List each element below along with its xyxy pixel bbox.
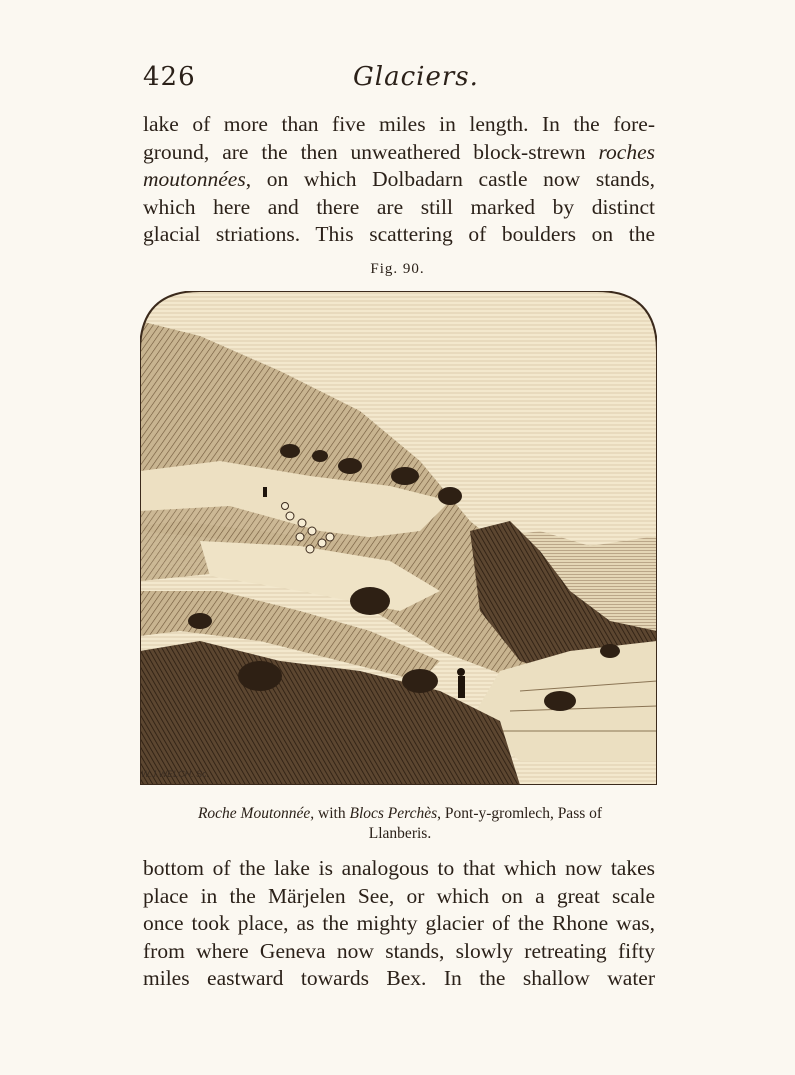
- figure-label: Fig. 90.: [370, 261, 425, 277]
- engraving-illustration: [140, 291, 657, 785]
- text-line: moutonnées, on which Dolbadarn castle now stands,: [143, 167, 655, 191]
- paragraph-top: [143, 111, 655, 249]
- text-line: glacial striations. This scattering of boulders on the: [143, 222, 655, 246]
- text-line: which here and there are still marked by distinct: [143, 194, 655, 219]
- text-line: from where Geneva now stands, slowly retreating fifty: [143, 938, 655, 963]
- figure-caption: [150, 804, 650, 844]
- paragraph-bottom: [143, 855, 655, 993]
- text-line: once took place, as the mighty glacier of the Rhone was,: [143, 911, 655, 935]
- text-line: ground, are the then unweathered block-strewn roches: [143, 139, 655, 164]
- page-number: 426: [143, 62, 196, 92]
- text-line: miles eastward towards Bex. In the shallow water: [143, 966, 655, 990]
- text-line: bottom of the lake is analogous to that which now takes: [143, 856, 655, 880]
- caption-line-1: Roche Moutonnée, with Blocs Perchès, Pont-y-gromlech, Pass of: [197, 805, 603, 822]
- text-line: place in the Märjelen See, or which on a great scale: [143, 883, 655, 908]
- text-line: lake of more than five miles in length. In the fore-: [143, 112, 655, 136]
- running-title: Glaciers.: [353, 62, 479, 92]
- engraver-signature: W.J.WELCH. Sc.: [141, 769, 210, 779]
- roche-moutonnee-engraving: [140, 291, 657, 785]
- caption-line-2: Llanberis.: [368, 825, 432, 842]
- running-head: [143, 62, 653, 96]
